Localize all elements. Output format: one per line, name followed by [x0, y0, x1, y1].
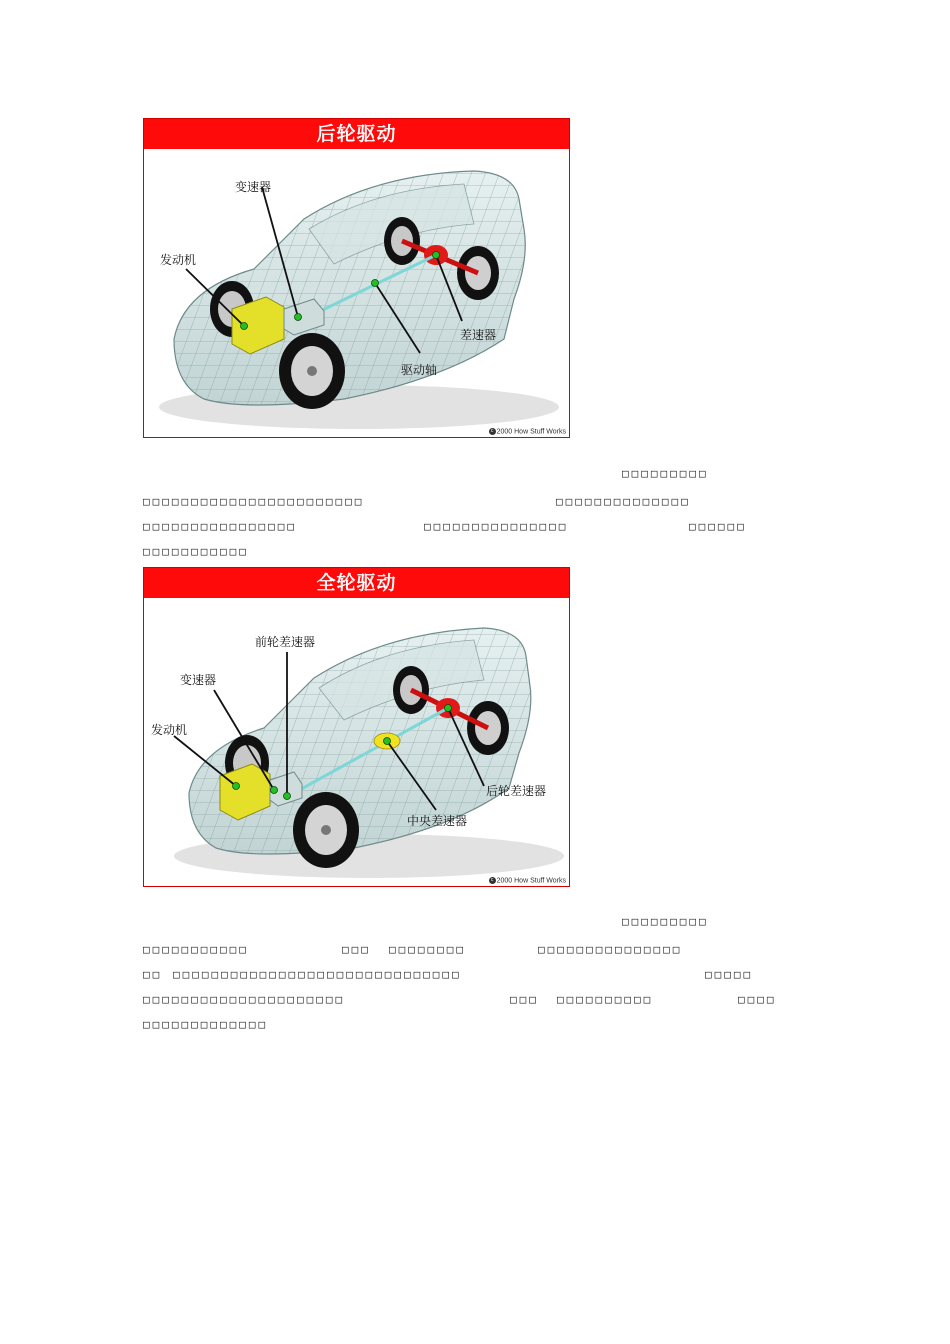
text-line: □□□□□□□□□□□□□□	[556, 495, 691, 508]
text-line: □□	[143, 968, 163, 981]
car-diagram-awd	[144, 598, 569, 886]
copyright-icon: c	[489, 428, 496, 435]
text-line: □□□	[510, 993, 539, 1006]
label-engine: 发动机	[160, 253, 197, 267]
text-line: □□□	[342, 943, 371, 956]
label-transmission: 变速器	[180, 673, 217, 687]
text-line: □□□□□□□□	[389, 943, 466, 956]
text-line: □□□□□	[705, 968, 754, 981]
text-line: □□□□□□□□□□□	[143, 943, 249, 956]
car-diagram-rwd	[144, 149, 569, 437]
label-front-differential: 前轮差速器	[255, 635, 316, 649]
text-line: □□□□□□□□□	[622, 915, 709, 928]
text-line: □□□□□□	[689, 520, 747, 533]
copyright-notice: c 2000 How Stuff Works	[489, 877, 566, 884]
text-line: □□□□□□□□□□	[557, 993, 654, 1006]
figure-title: 后轮驱动	[144, 119, 569, 149]
label-driveshaft: 驱动轴	[401, 363, 438, 377]
text-line: □□□□	[738, 993, 777, 1006]
copyright-icon: c	[489, 877, 496, 884]
label-transmission: 变速器	[235, 180, 272, 194]
text-line: □□□□□□□□□□□□□□□	[538, 943, 683, 956]
text-line: □□□□□□□□□□□□□□□□□□□□□□□	[143, 495, 365, 508]
text-line: □□□□□□□□□□□□□□□	[424, 520, 569, 533]
label-differential: 差速器	[460, 328, 497, 342]
text-line: □□□□□□□□□□□□□□□□□□□□□	[143, 993, 346, 1006]
text-line: □□□□□□□□□□□	[143, 545, 249, 558]
text-line: □□□□□□□□□□□□□□□□	[143, 520, 297, 533]
figure-all-wheel-drive	[143, 567, 570, 887]
figure-title: 全轮驱动	[144, 568, 569, 598]
figure-rear-wheel-drive	[143, 118, 570, 438]
text-line: □□□□□□□□□□□□□	[143, 1018, 269, 1031]
text-line: □□□□□□□□□□□□□□□□□□□□□□□□□□□□□□	[173, 968, 462, 981]
text-line: □□□□□□□□□	[622, 467, 709, 480]
label-engine: 发动机	[151, 723, 188, 737]
label-center-differential: 中央差速器	[407, 814, 468, 828]
front-wheel-right	[293, 792, 359, 868]
label-rear-differential: 后轮差速器	[486, 784, 547, 798]
front-wheel-right	[279, 333, 345, 409]
copyright-notice: c 2000 How Stuff Works	[489, 428, 566, 435]
